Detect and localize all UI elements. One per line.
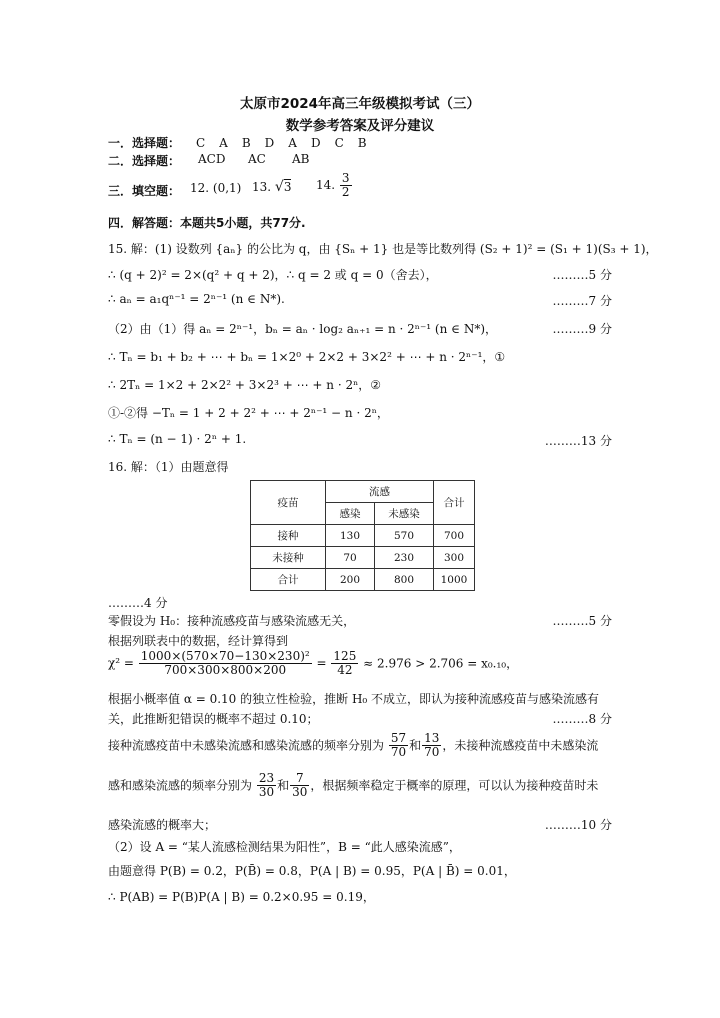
- table-row-label: 接种: [251, 525, 326, 547]
- section-choice-answers: C A B D A D C B: [196, 136, 368, 150]
- q15-line-4: （2）由（1）得 aₙ = 2ⁿ⁻¹，bₙ = aₙ · log₂ aₙ₊₁ = n · 2ⁿ⁻¹ (n ∈ N*)，: [108, 322, 498, 336]
- fraction-denominator: 2: [341, 184, 350, 199]
- page-subtitle: 数学参考答案及评分建议: [285, 118, 435, 134]
- q16-line-5: [108, 732, 598, 758]
- chi-numerator-simplified: 125: [333, 649, 357, 663]
- chi-denominator: 700×300×800×200: [164, 662, 287, 677]
- fraction-denominator: 30: [258, 784, 275, 799]
- chi-denominator-simplified: 42: [337, 662, 353, 677]
- q16-line-8: （2）设 A = “某人流感检测结果为阳性”，B = “此人感染流感”，: [108, 840, 461, 854]
- q16-score-8: ………8 分: [552, 712, 612, 726]
- q16-intro: 16. 解：（1）由题意得: [108, 460, 229, 474]
- q15-score-13: ………13 分: [544, 434, 612, 448]
- table-cell: 570: [375, 525, 434, 547]
- table-cell: 700: [434, 525, 475, 547]
- table-row-label: 未接种: [251, 547, 326, 569]
- fill-answer-13-value: 3: [283, 180, 292, 194]
- q15-score-9: ………9 分: [552, 322, 612, 336]
- fill-answer-14-label: 14.: [316, 178, 336, 193]
- table-cell: 800: [375, 569, 434, 591]
- fraction-denominator: 70: [424, 744, 440, 759]
- q16-line-1: 零假设为 H₀：接种流感疫苗与感染流感无关，: [108, 614, 356, 628]
- multi-choice-answer-10: AC: [248, 152, 266, 166]
- chi-result: ≈ 2.976 > 2.706 = x₀.₁₀，: [363, 656, 519, 671]
- table-cell: 300: [434, 547, 475, 569]
- table-header-not-infected: 未感染: [375, 503, 434, 525]
- table-row: [251, 525, 475, 547]
- q15-line-8: ∴ Tₙ = (n − 1) · 2ⁿ + 1.: [108, 432, 247, 446]
- fraction-numerator: 7: [290, 772, 309, 786]
- fraction-denominator: 30: [292, 784, 308, 799]
- q15-line-2: ∴ (q + 2)² = 2×(q² + q + 2)，∴ q = 2 或 q = 0（舍去），: [108, 268, 438, 282]
- q16-line-6-text-a: 感和感染流感的频率分别为: [108, 778, 253, 793]
- fraction-three-halves: [340, 172, 352, 198]
- q16-line-5-text-a: 接种流感疫苗中未感染流感和感染流感的频率分别为: [108, 738, 385, 753]
- multi-choice-answer-9: ACD: [198, 152, 226, 166]
- q16-line-3: 根据小概率值 α = 0.10 的独立性检验，推断 H₀ 不成立，即认为接种流感疫苗与感染流感有: [108, 692, 600, 706]
- fraction-numerator: 57: [390, 731, 407, 745]
- chi-numerator: 1000×(570×70−130×230)²: [140, 649, 310, 663]
- q16-score-10: ………10 分: [544, 818, 612, 832]
- fraction-23-30: [257, 772, 276, 798]
- chi-square-formula: [108, 650, 518, 676]
- table-cell: 230: [375, 547, 434, 569]
- table-header-row: [251, 481, 475, 503]
- section-choice-label: 一．选择题：: [108, 136, 181, 150]
- q15-line-1: 15. 解：(1) 设数列 {aₙ} 的公比为 q，由 {Sₙ + 1} 也是等比数列得 (S₂ + 1)² = (S₁ + 1)(S₃ + 1)，: [108, 242, 658, 256]
- fraction-denominator: 70: [390, 744, 407, 759]
- table-cell: 200: [326, 569, 375, 591]
- chi-fraction-simplified: [331, 650, 358, 676]
- table-row: [251, 547, 475, 569]
- q16-line-6-and: 和: [277, 778, 290, 793]
- table-header-total: 合计: [434, 481, 475, 525]
- sqrt-sign: √: [274, 179, 284, 195]
- table-row: [251, 569, 475, 591]
- chi-equals: =: [316, 656, 327, 671]
- table-header-flu: 流感: [326, 481, 434, 503]
- multi-choice-answer-11: AB: [292, 152, 310, 166]
- fill-answer-13: [252, 179, 291, 195]
- q16-line-5-text-b: ，未接种流感疫苗中未感染流: [442, 738, 599, 753]
- table-cell: 1000: [434, 569, 475, 591]
- section-fill-label: 三．填空题：: [108, 184, 181, 198]
- table-header-vaccine: 疫苗: [251, 481, 326, 525]
- fraction-numerator: 3: [341, 171, 350, 185]
- q15-line-6: ∴ 2Tₙ = 1×2 + 2×2² + 3×2³ + ⋯ + n · 2ⁿ，②: [108, 378, 382, 392]
- section-solution-label: 四．解答题：本题共5小题，共77分.: [108, 216, 306, 230]
- table-cell: 70: [326, 547, 375, 569]
- q15-line-5: ∴ Tₙ = b₁ + b₂ + ⋯ + bₙ = 1×2⁰ + 2×2 + 3×2² + ⋯ + n · 2ⁿ⁻¹，①: [108, 350, 506, 364]
- q16-line-10: ∴ P(AB) = P(B)P(A | B) = 0.2×0.95 = 0.19，: [108, 890, 375, 904]
- fill-answer-13-label: 13.: [252, 180, 272, 194]
- q15-line-7: ①-②得 −Tₙ = 1 + 2 + 2² + ⋯ + 2ⁿ⁻¹ − n · 2ⁿ，: [108, 406, 389, 420]
- q16-line-7: 感染流感的概率大；: [108, 818, 217, 832]
- page-title: 太原市2024年高三年级模拟考试（三）: [239, 96, 481, 112]
- fraction-57-70: [389, 732, 408, 758]
- chi-fraction: [139, 650, 312, 676]
- chi-lhs: χ² =: [108, 656, 134, 671]
- table-header-infected: 感染: [326, 503, 375, 525]
- q16-line-6-text-b: ，根据频率稳定于概率的原理，可以认为接种疫苗时未: [310, 778, 599, 793]
- fraction-numerator: 13: [424, 731, 440, 745]
- section-multi-choice-label: 二．选择题：: [108, 154, 181, 168]
- q16-line-5-and: 和: [409, 738, 422, 753]
- fraction-13-70: [422, 732, 441, 758]
- q16-line-2: 根据列联表中的数据，经计算得到: [108, 634, 289, 648]
- table-row-label: 合计: [251, 569, 326, 591]
- fraction-7-30: [290, 772, 309, 798]
- q16-score-4: ………4 分: [108, 596, 168, 610]
- q16-line-6: [108, 772, 598, 798]
- q15-score-7: ………7 分: [552, 294, 612, 308]
- q16-line-4: 关，此推断犯错误的概率不超过 0.10；: [108, 712, 319, 726]
- table-cell: 130: [326, 525, 375, 547]
- q15-line-3: ∴ aₙ = a₁qⁿ⁻¹ = 2ⁿ⁻¹ (n ∈ N*).: [108, 292, 285, 306]
- fill-answer-12: 12. (0,1): [190, 181, 242, 195]
- fraction-numerator: 23: [258, 771, 275, 785]
- q15-score-5: ………5 分: [552, 268, 612, 282]
- fill-answer-14: [316, 172, 353, 198]
- q16-line-9: 由题意得 P(B) = 0.2，P(B̄) = 0.8，P(A | B) = 0.95，P(A | B̄) = 0.01，: [108, 864, 516, 878]
- contingency-table: [250, 480, 475, 591]
- q16-score-5: ………5 分: [552, 614, 612, 628]
